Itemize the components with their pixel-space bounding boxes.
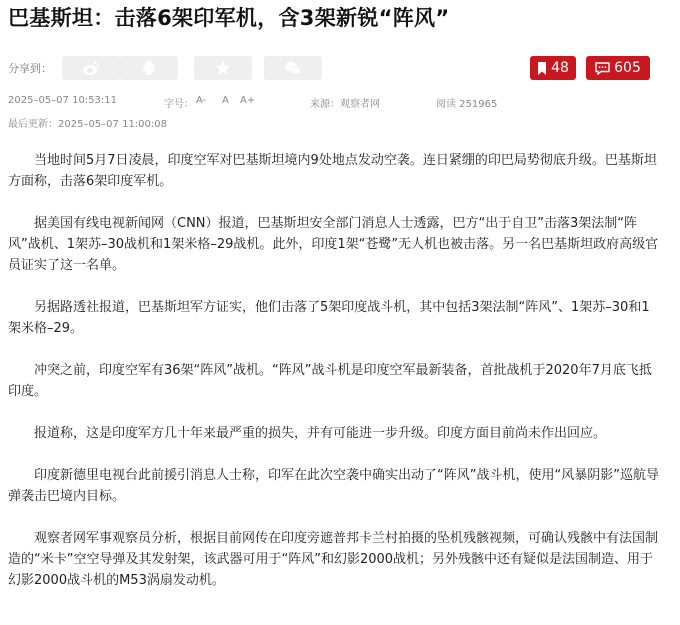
weibo-icon	[82, 60, 100, 76]
paragraph: 当地时间5月7日凌晨，印度空军对巴基斯坦境内9处地点发动空袭。连日紧绷的印巴局势彻底升级。巴基斯坦方面称，击落6架印度军机。	[8, 153, 657, 189]
read-count: 阅读 251965	[436, 99, 498, 110]
publish-time: 2025–05–07 10:53:11	[8, 95, 117, 106]
font-default-button[interactable]: A	[222, 95, 229, 106]
article-body	[8, 150, 660, 612]
font-increase-button[interactable]: A+	[240, 95, 256, 106]
comment-count: 605	[614, 60, 641, 76]
paragraph: 冲突之前，印度空军有36架“阵风”战机。“阵风”战斗机是印度空军最新装备，首批战机于2020年7月底飞抵印度。	[8, 363, 652, 399]
paragraph: 另据路透社报道，巴基斯坦军方证实，他们击落了5架印度战斗机，其中包括3架法制“阵风”、1架苏–30和1架米格–29。	[8, 300, 650, 336]
share-qq-button[interactable]	[120, 56, 178, 80]
bookmark-icon	[537, 62, 547, 75]
share-qzone-button[interactable]	[194, 56, 252, 80]
share-label: 分享到：	[8, 62, 52, 75]
article-title: 巴基斯坦：击落6架印军机，含3架新锐“阵风”	[8, 6, 450, 30]
share-weibo-button[interactable]	[62, 56, 120, 80]
font-decrease-button[interactable]: A-	[196, 95, 207, 106]
source-label: 来源：观察者网	[310, 99, 380, 110]
paragraph: 据美国有线电视新闻网（CNN）报道，巴基斯坦安全部门消息人士透露，巴方“出于自卫”击落3架法制“阵风”战机、1架苏–30战机和1架米格–29战机。此外，印度1架“苍鹭”无人机也被击落。另一名巴基斯坦政府高级官员证实了这一名单。	[8, 216, 659, 273]
comment-button[interactable]	[586, 56, 650, 80]
share-bar	[8, 56, 672, 80]
qq-icon	[140, 60, 158, 76]
bookmark-count: 48	[551, 60, 569, 76]
star-icon	[214, 60, 232, 76]
paragraph: 印度新德里电视台此前援引消息人士称，印军在此次空袭中确实出动了“阵风”战斗机，使用“风暴阴影”巡航导弹袭击巴境内目标。	[8, 468, 659, 504]
paragraph: 观察者网军事观察员分析，根据目前网传在印度旁遮普邦卡兰村拍摄的坠机残骸视频，可确认残骸中有法国制造的“米卡”空空导弹及其发射架，该武器可用于“阵风”和幻影2000战机；另外残骸中还有疑似是法国制造、用于幻影2000战斗机的M53涡扇发动机。	[8, 531, 659, 588]
paragraph: 报道称，这是印度军方几十年来最严重的损失，并有可能进一步升级。印度方面目前尚未作出回应。	[34, 426, 607, 441]
wechat-icon	[284, 60, 302, 76]
bookmark-button[interactable]	[530, 56, 576, 80]
font-size-label: 字号：	[164, 99, 194, 110]
last-updated: 最后更新：2025–05–07 11:00:08	[8, 119, 167, 130]
comment-icon	[595, 62, 610, 75]
share-wechat-button[interactable]	[264, 56, 322, 80]
article-meta	[8, 95, 672, 109]
